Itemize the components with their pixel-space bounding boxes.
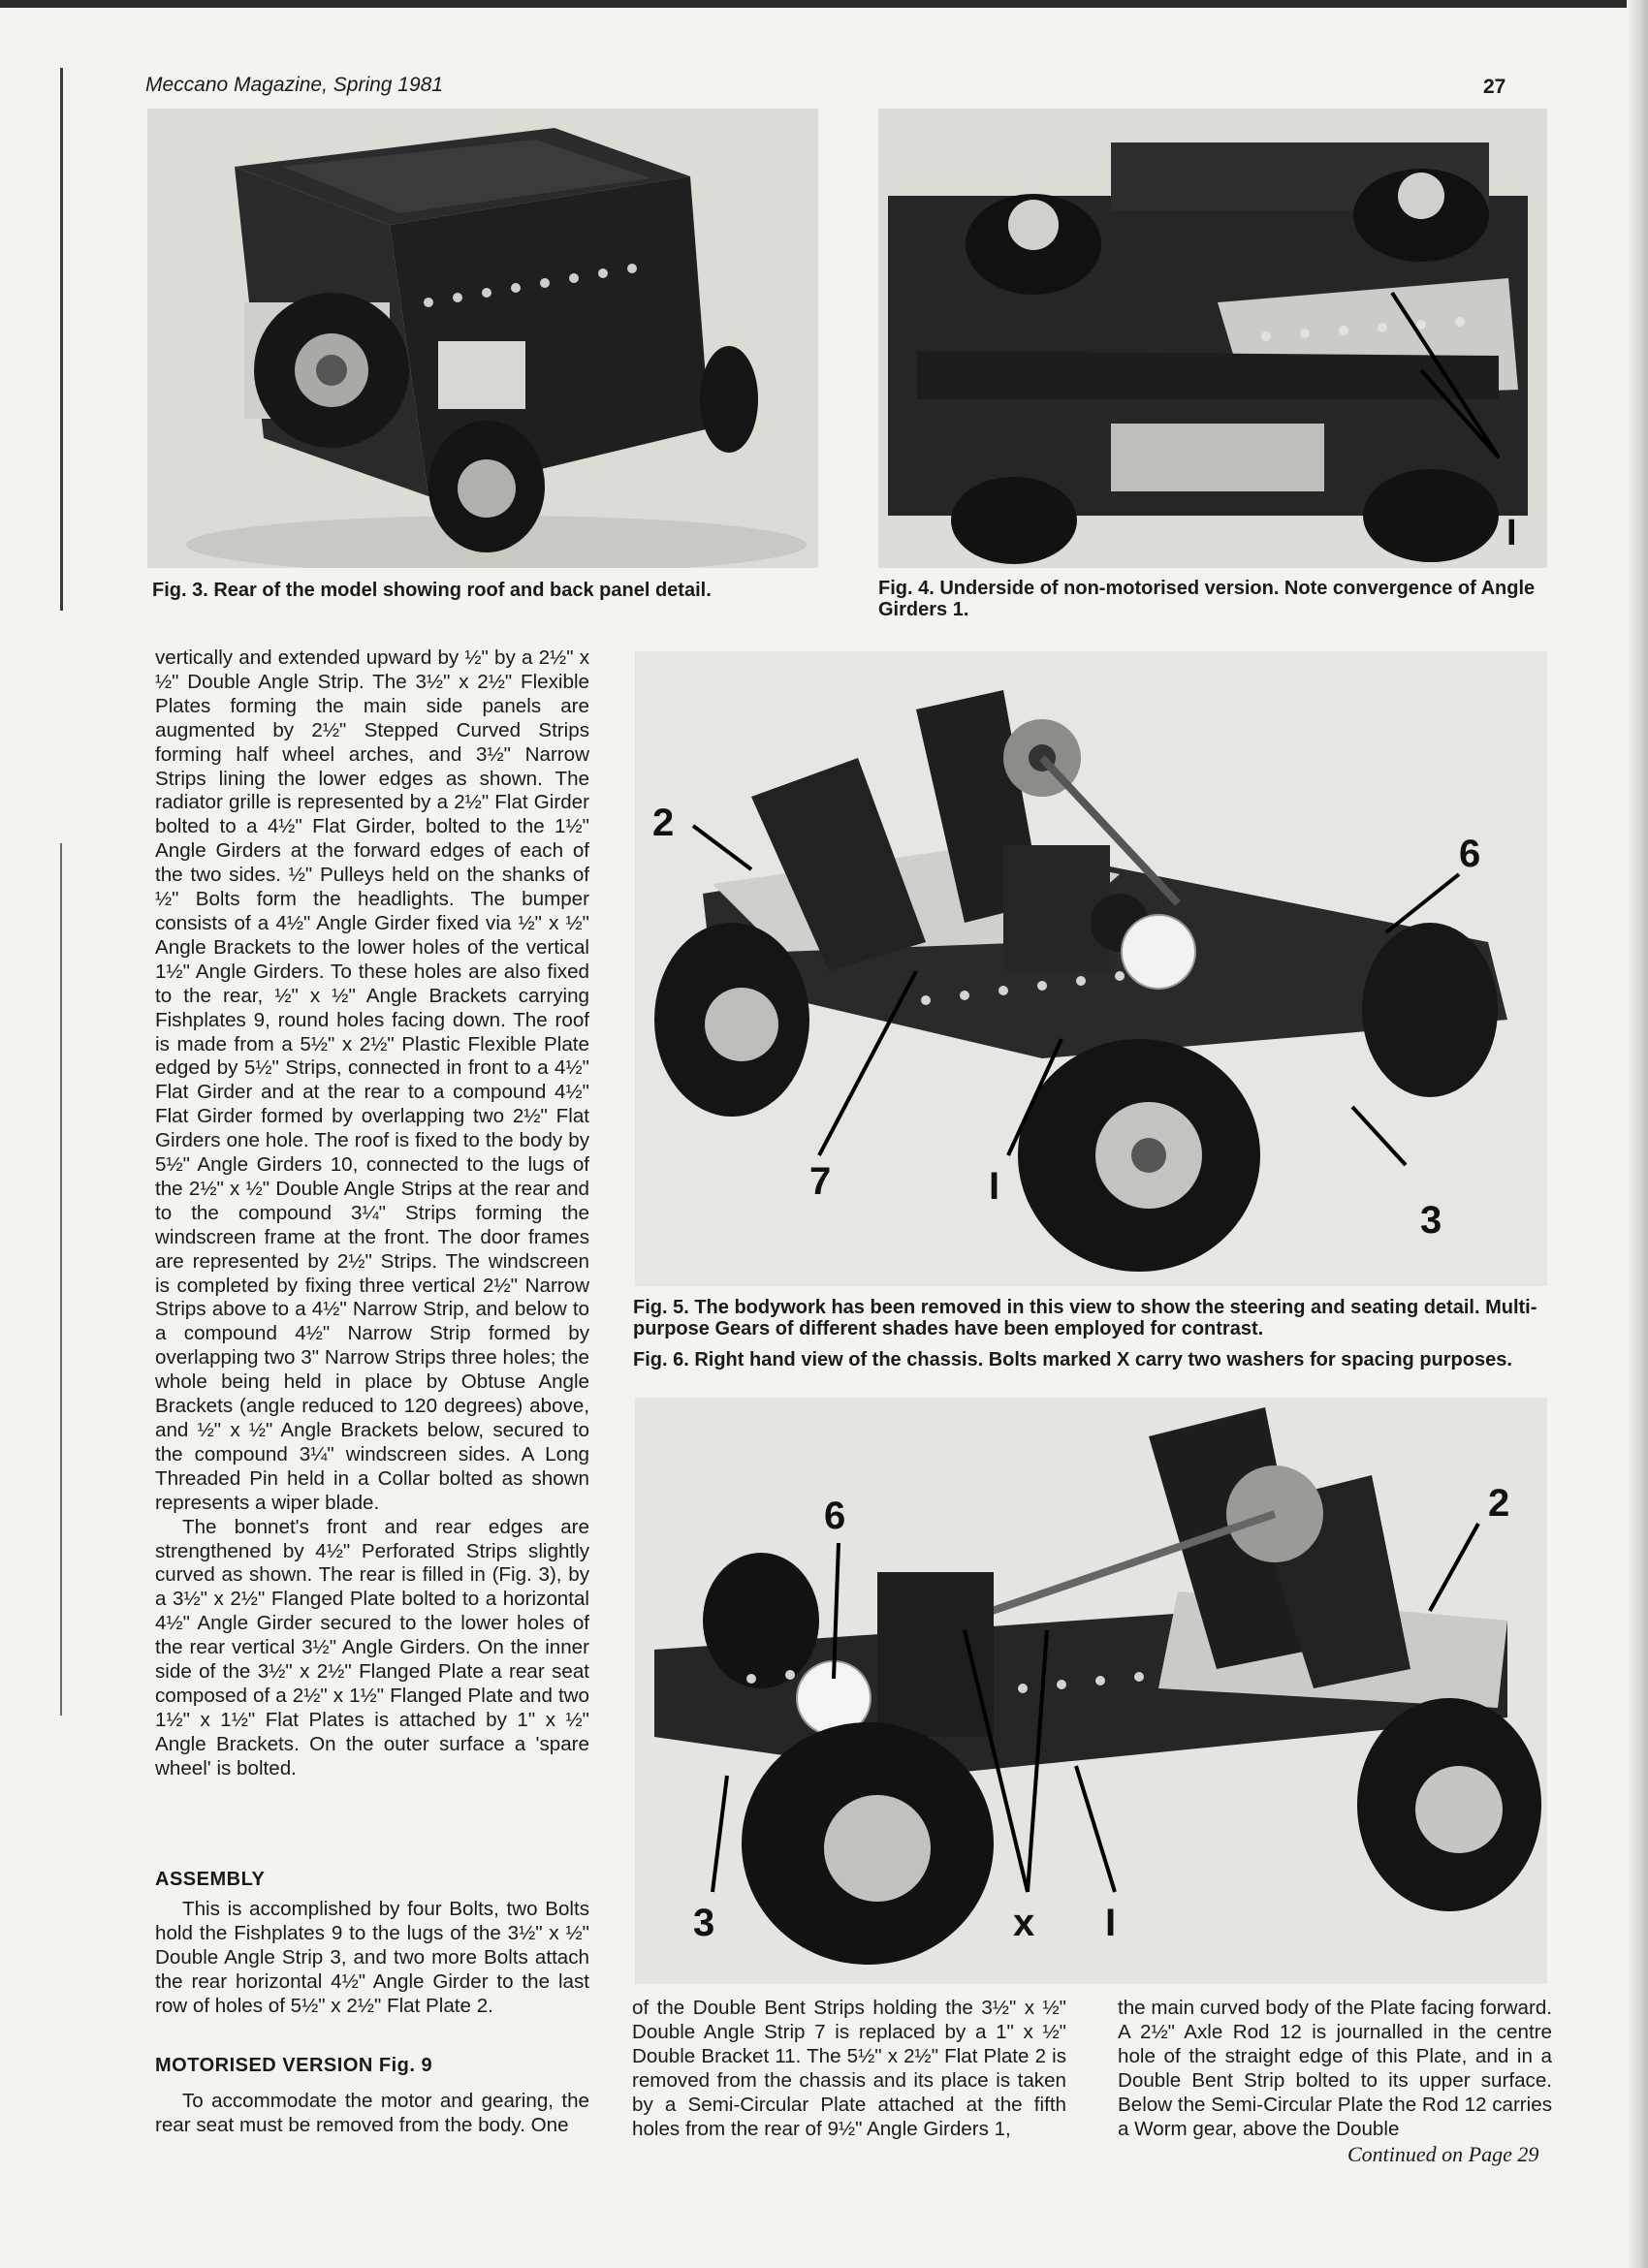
fig5-label-6: 6: [1459, 833, 1481, 875]
fig6-label-1: I: [1105, 1902, 1117, 1944]
article-column-right: [1118, 1997, 1552, 2141]
fig6-label-x: x: [1013, 1902, 1035, 1944]
fig4-caption: Fig. 4. Underside of non-motorised version. Note convergence of Angle Girders 1.: [878, 578, 1536, 620]
fig6-label-6: 6: [824, 1495, 846, 1537]
body-paragraph: the main curved body of the Plate facing forward. A 2½" Axle Rod 12 is journalled in the centre hole of the straight edge of this Plate, and in a Double Bent Strip bolted to its upper surface. Below the Semi-Circular Plate the Rod 12 carries a Worm gear, above the Double: [1118, 1997, 1552, 2140]
fig5-photo: [635, 651, 1547, 1286]
chassis-right-illustration: [635, 1398, 1547, 1984]
assembly-text: This is accomplished by four Bolts, two Bolts hold the Fishplates 9 to the lugs of the 3½" x ½" Double Angle Strip 3, and two more Bolts attach the rear horizontal 4½" Angle Girder to the last row of holes of 5½" x 2½" Flat Plate 2.: [155, 1898, 589, 2017]
fig5-label-2: 2: [652, 802, 675, 844]
jeep-rear-illustration: [147, 109, 818, 568]
fig4-label-1: I: [1506, 513, 1517, 553]
chassis-steering-illustration: [635, 651, 1547, 1286]
article-column-middle: [632, 1997, 1066, 2141]
fig5-label-1: I: [989, 1165, 1000, 1208]
assembly-heading: ASSEMBLY: [155, 1869, 266, 1890]
fig3-photo: [147, 109, 818, 568]
fig6-label-3: 3: [693, 1902, 715, 1944]
binding-edge: [0, 0, 1648, 8]
page-number: 27: [1483, 76, 1506, 98]
continued-note: Continued on Page 29: [1347, 2142, 1539, 2166]
gutter-shadow: [60, 843, 62, 1716]
fig3-caption: Fig. 3. Rear of the model showing roof and back panel detail.: [152, 580, 712, 601]
fig6-label-2: 2: [1488, 1482, 1510, 1525]
assembly-paragraph: [155, 1898, 589, 2019]
body-paragraph: of the Double Bent Strips holding the 3½" x ½" Double Angle Strip 7 is replaced by a 1" x ½" Double Bracket 11. The 5½" x 2½" Flat Plate 2 is removed from the chassis and its place is taken by a Semi-Circular Plate attached at the fifth holes from the rear of 9½" Angle Girders 1,: [632, 1997, 1066, 2140]
motorised-heading: MOTORISED VERSION Fig. 9: [155, 2055, 433, 2076]
fig4-photo: [878, 109, 1547, 568]
fig5-caption: Fig. 5. The bodywork has been removed in this view to show the steering and seating detail. Multi-purpose Gears of different shades have been employed for contrast.: [633, 1297, 1537, 1339]
motorised-text: To accommodate the motor and gearing, the rear seat must be removed from the body. One: [155, 2090, 589, 2136]
article-column-left: [155, 646, 589, 1781]
page-edge-shadow: [1627, 0, 1648, 2268]
fig5-label-7: 7: [809, 1160, 832, 1203]
body-paragraph: The bonnet's front and rear edges are strengthened by 4½" Perforated Strips slightly curved as shown. The rear is filled in (Fig. 3), by a 3½" x 2½" Flanged Plate bolted to a horizontal 4½" Angle Girder secured to the lower holes of the rear vertical 3½" Angle Girders. On the inner side of the 3½" x 2½" Flanged Plate a rear seat composed of a 2½" x 1½" Flanged Plate and two 1½" x 1½" Flat Plates is attached by 1" x ½" Angle Brackets. On the outer surface a 'spare wheel' is bolted.: [155, 1515, 589, 1780]
fig6-photo: [635, 1398, 1547, 1984]
fig6-caption: Fig. 6. Right hand view of the chassis. Bolts marked X carry two washers for spacing purposes.: [633, 1349, 1512, 1370]
underside-illustration: [878, 109, 1547, 568]
fig5-label-3: 3: [1420, 1199, 1442, 1242]
running-title: Meccano Magazine, Spring 1981: [145, 74, 444, 96]
gutter-shadow: [60, 68, 63, 611]
motorised-paragraph: [155, 2090, 589, 2138]
body-paragraph: vertically and extended upward by ½" by a 2½" x ½" Double Angle Strip. The 3½" x 2½" Flexible Plates forming the main side panels are augmented by 2½" Stepped Curved Strips forming half wheel arches, and 3½" Narrow Strips lining the lower edges as shown. The radiator grille is represented by a 2½" Flat Girder bolted to a 4½" Flat Girder, bolted to the 1½" Angle Girders at the forward edges of each of the two sides. ½" Pulleys held on the shanks of ½" Bolts form the headlights. The bumper consists of a 4½" Angle Girder fixed via ½" x ½" Angle Brackets to the lower holes of the vertical 1½" Angle Girders. To these holes are also fixed to the rear, ½" x ½" Angle Brackets carrying Fishplates 9, round holes facing down. The roof is made from a 5½" x 2½" Plastic Flexible Plate edged by 5½" Strips, connected in front to a 4½" Flat Girder and at the rear to a compound 4½" Flat Girder formed by overlapping two 2½" Flat Girders one hole. The roof is fixed to the body by 5½" Angle Girders 10, connected to the lugs of the 2½" x ½" Double Angle Strips at the rear and to the compound 3¼" Strips forming the windscreen frame at the front. The door frames are represented by 2½" Strips. The windscreen is completed by fixing three vertical 2½" Narrow Strips above to a 4½" Narrow Strip, and below to a compound 4½" Narrow Strip formed by overlapping two 3" Narrow Strips three holes; the whole being held in place by Obtuse Angle Brackets (angle reduced to 120 degrees) above, and ½" x ½" Angle Brackets below, secured to the compound 3¼" windscreen sides. A Long Threaded Pin held in a Collar bolted as shown represents a wiper blade.: [155, 646, 589, 1514]
